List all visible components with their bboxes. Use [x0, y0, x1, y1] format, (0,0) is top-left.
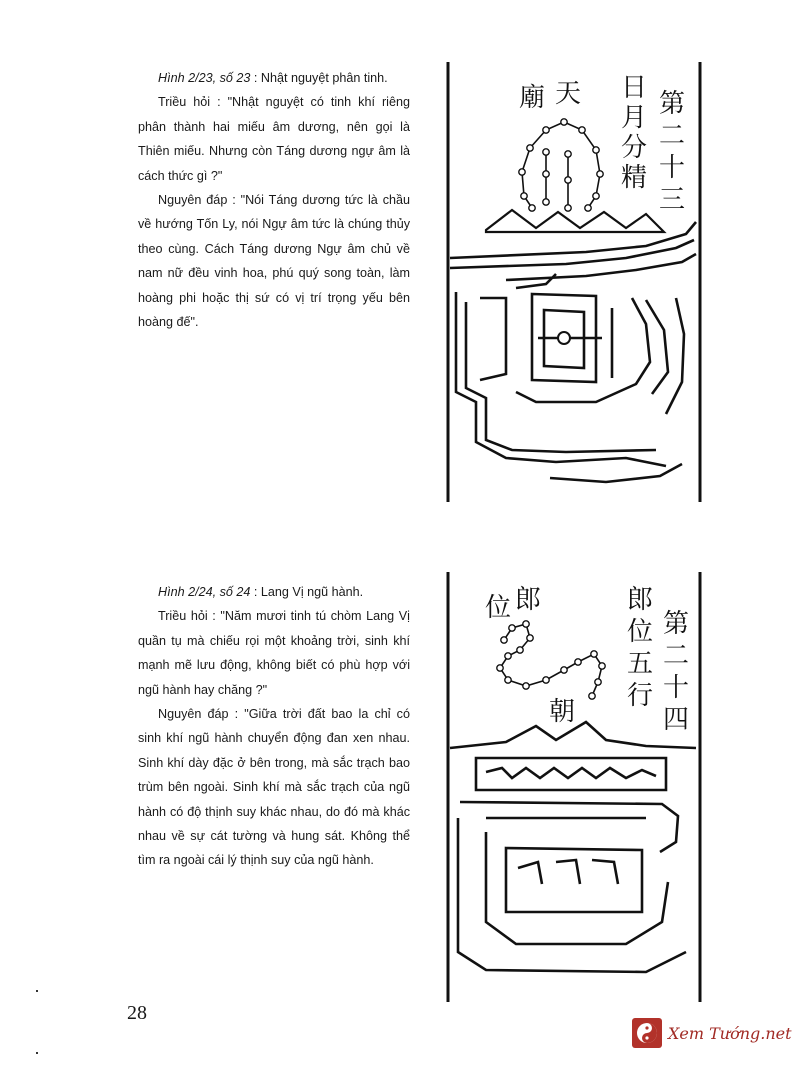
- figure-caption-23: Hình 2/23, số 23 : Nhật nguyệt phân tinh.: [158, 71, 388, 85]
- yin-yang-icon: [632, 1018, 662, 1048]
- figure-24-diagram: [446, 572, 706, 1002]
- fig24-constellation: [500, 624, 602, 696]
- fig24-bottom-char: 朝: [548, 697, 576, 727]
- figure-23-diagram: [446, 62, 706, 502]
- fig23-name-char-4: 精: [620, 163, 648, 193]
- fig23-name-char-3: 分: [620, 133, 648, 163]
- fig23-name-char-2: 月: [620, 103, 648, 133]
- fig23-title-char-3: 十: [658, 153, 686, 183]
- fig23-center-point: [558, 332, 570, 344]
- figure-caption-24: Hình 2/24, số 24 : Lang Vị ngũ hành.: [158, 585, 364, 599]
- fig24-title-char-3: 十: [662, 673, 690, 703]
- fig24-name-char-4: 行: [626, 681, 654, 711]
- answer-paragraph-24: Nguyên đáp : "Giữa trời đất bao la chỉ có sinh khí ngũ hành chuyển động đan xen nhau. Sinh khí dày đặc ở bên trong, mà sắc trạch bao trùm bên ngoài. Sinh khí mà sắc trạch của ngũ hành có độ thịnh suy khác nhau, do đó mà khác nhau về sự cát tường và hung sát. Không thể tìm ra ngoài cái lý thịnh suy của ngũ hành.: [138, 707, 410, 868]
- fig24-title-char-1: 第: [662, 609, 690, 639]
- figure-24-drawing: [446, 572, 706, 1002]
- fig24-terrain: [450, 722, 696, 972]
- fig24-label-char-2: 位: [484, 593, 512, 623]
- question-paragraph-24: Triều hỏi : "Năm mươi tinh tú chòm Lang Vị quần tụ mà chiếu rọi một khoảng trời, sinh khí mạnh mẽ lưu động, không biết có phù hợp với ngũ hành hay chăng ?": [138, 609, 410, 697]
- fig23-name-char-1: 日: [620, 73, 648, 103]
- fig24-title-char-2: 二: [662, 641, 690, 671]
- fig23-terrain: [450, 222, 696, 482]
- text-block-1: [138, 66, 410, 334]
- question-paragraph-23: Triều hỏi : "Nhật nguyệt có tinh khí riêng phân thành hai miếu âm dương, nên gọi là Thiên miếu. Nhưng còn Táng dương ngự âm là cách thức gì ?": [138, 95, 410, 183]
- answer-paragraph-23: Nguyên đáp : "Nói Táng dương tức là chầu về hướng Tốn Ly, nói Ngự âm tức là chúng thủy theo cùng. Cách Táng dương Ngự âm chủ về nam nữ đều vinh hoa, phú quý song toàn, làm hoàng phi hoặc thị sứ có vị trí trọng yếu bên hoàng đế".: [138, 193, 410, 330]
- text-block-2: [138, 580, 410, 873]
- watermark-text: Xem Tướng.net: [668, 1023, 792, 1043]
- figure-23-drawing: [446, 62, 706, 502]
- fig23-constellation: [522, 122, 600, 208]
- fig23-title-char-4: 三: [658, 185, 686, 215]
- watermark: [632, 1016, 792, 1050]
- page-number: 28: [127, 1002, 147, 1024]
- fig23-label-char-2: 廟: [518, 83, 546, 113]
- fig23-mountains: [486, 210, 664, 232]
- fig24-name-char-2: 位: [626, 617, 654, 647]
- fig23-title-char-2: 二: [658, 121, 686, 151]
- fig24-name-char-1: 郎: [626, 585, 654, 615]
- fig24-title-char-4: 四: [662, 705, 690, 735]
- fig24-label-char-1: 郎: [514, 585, 542, 615]
- fig23-title-char-1: 第: [658, 89, 686, 119]
- fig23-label-char-1: 天: [554, 79, 582, 109]
- fig24-name-char-3: 五: [626, 649, 654, 679]
